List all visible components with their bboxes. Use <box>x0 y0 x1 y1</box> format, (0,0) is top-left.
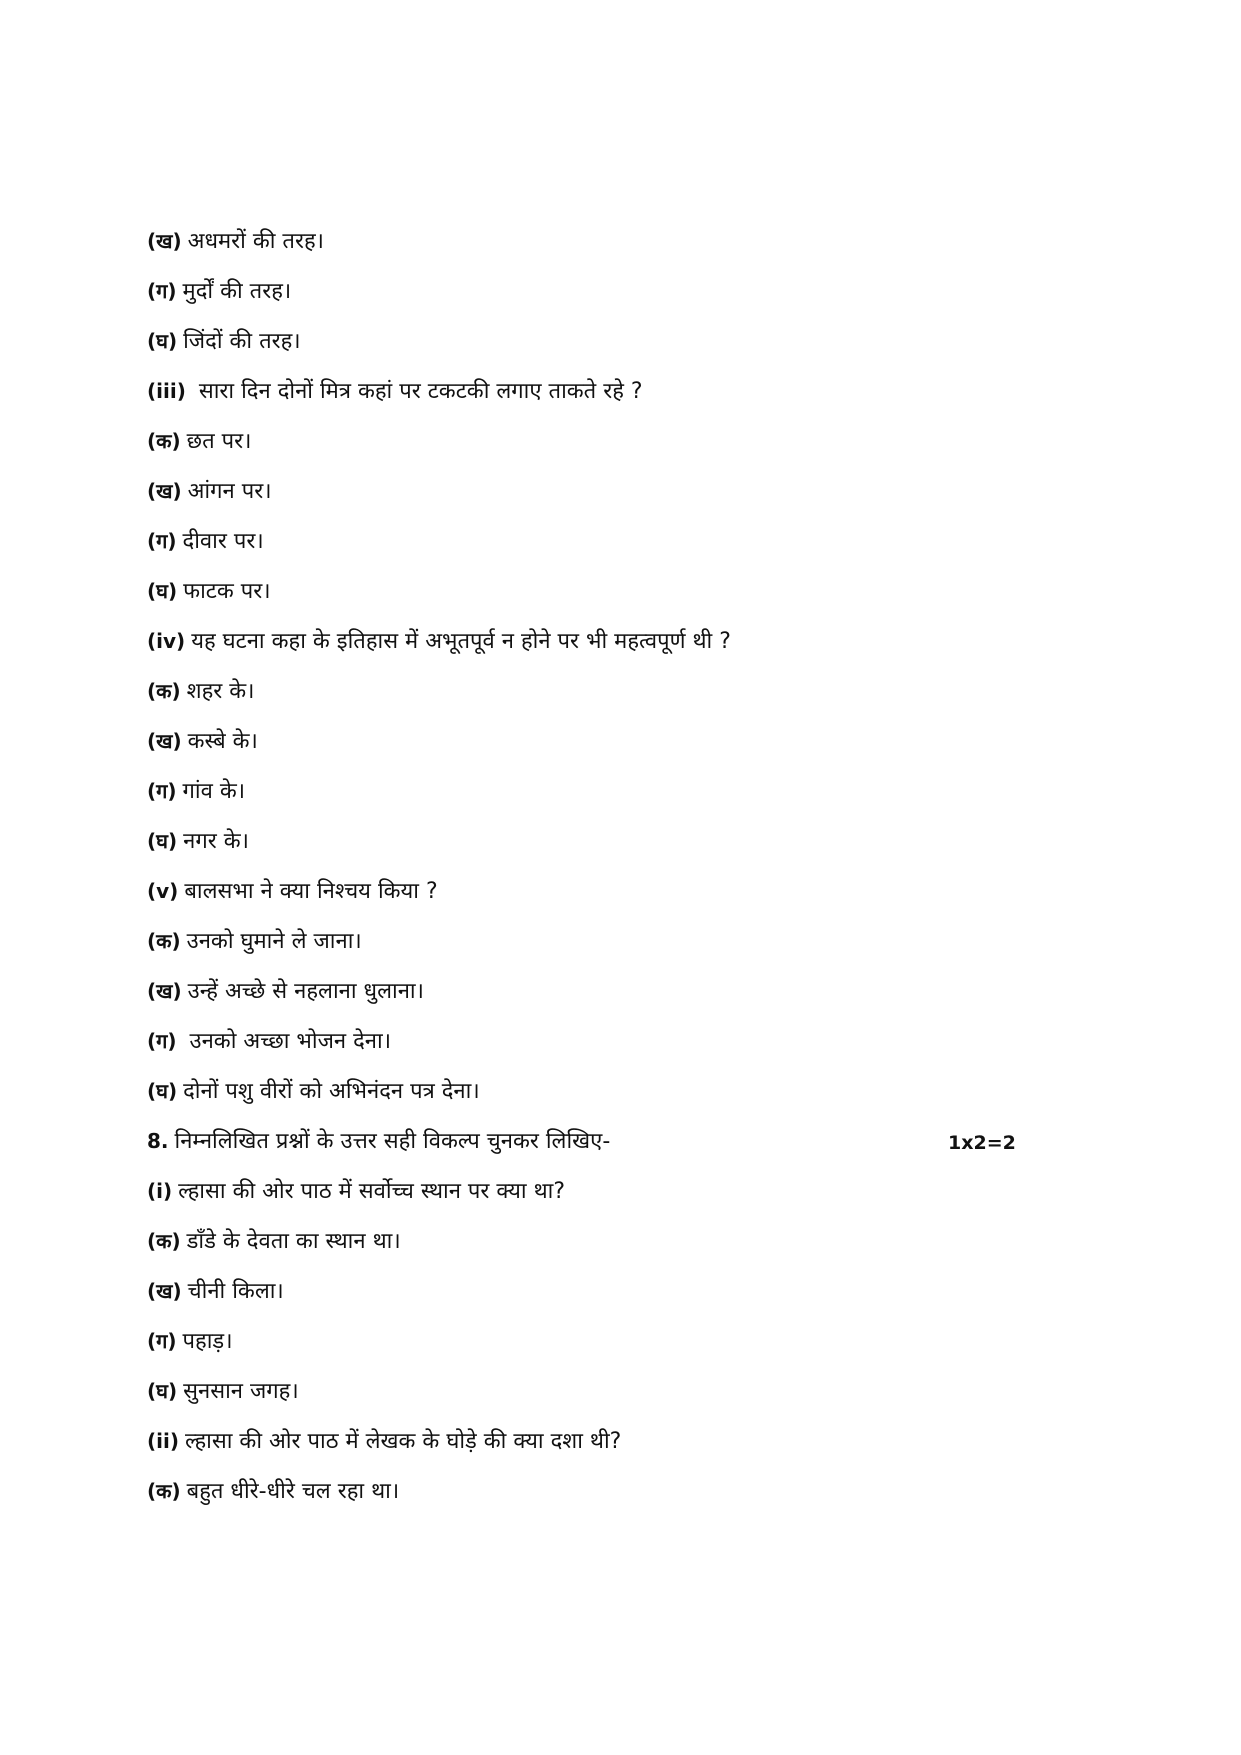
option-line <box>147 226 324 257</box>
option-label: (ख) <box>147 729 182 753</box>
section-heading <box>147 1126 610 1157</box>
option-text: शहर के। <box>186 679 255 704</box>
option-label: (क) <box>147 679 181 703</box>
option-text: अधमरों की तरह। <box>187 229 324 254</box>
question-label: (v) <box>147 879 179 903</box>
option-text: उनको घुमाने ले जाना। <box>186 929 362 954</box>
option-label: (ख) <box>147 979 182 1003</box>
option-text: चीनी किला। <box>187 1279 284 1304</box>
question-line <box>147 1426 621 1457</box>
marks-allocation: 1x2=2 <box>948 1132 1016 1154</box>
question-text: यह घटना कहा के इतिहास में अभूतपूर्व न होने पर भी महत्वपूर्ण थी ? <box>191 629 731 654</box>
question-label: (ii) <box>147 1429 179 1453</box>
option-label: (घ) <box>147 1079 178 1103</box>
option-line <box>147 826 249 857</box>
option-label: (क) <box>147 929 181 953</box>
option-text: पहाड़। <box>182 1329 233 1354</box>
question-text: सारा दिन दोनों मित्र कहां पर टकटकी लगाए ताकते रहे ? <box>191 379 643 404</box>
question-text: बालसभा ने क्या निश्चय किया ? <box>184 879 438 904</box>
option-text: दोनों पशु वीरों को अभिनंदन पत्र देना। <box>183 1079 480 1104</box>
option-text: नगर के। <box>183 829 249 854</box>
question-line <box>147 626 731 657</box>
option-label: (ख) <box>147 229 182 253</box>
option-line <box>147 526 264 557</box>
option-text: उनको अच्छा भोजन देना। <box>182 1029 392 1054</box>
option-label: (ग) <box>147 279 177 303</box>
option-line <box>147 1076 480 1107</box>
option-label: (घ) <box>147 829 178 853</box>
option-line <box>147 1226 401 1257</box>
option-label: (घ) <box>147 579 178 603</box>
option-label: (क) <box>147 1229 181 1253</box>
question-line <box>147 1176 565 1207</box>
option-line <box>147 776 245 807</box>
question-line <box>147 376 643 407</box>
option-text: आंगन पर। <box>187 479 272 504</box>
option-text: गांव के। <box>182 779 246 804</box>
question-label: (iv) <box>147 629 186 653</box>
question-text: ल्हासा की ओर पाठ में सर्वोच्च स्थान पर क्या था? <box>178 1179 566 1204</box>
option-text: कस्बे के। <box>187 729 258 754</box>
question-number: 8. <box>147 1129 169 1153</box>
option-text: सुनसान जगह। <box>183 1379 299 1404</box>
question-label: (i) <box>147 1179 173 1203</box>
option-text: दीवार पर। <box>182 529 264 554</box>
option-text: बहुत धीरे-धीरे चल रहा था। <box>186 1479 400 1504</box>
option-text: मुर्दों की तरह। <box>182 279 292 304</box>
option-text: डाँडे के देवता का स्थान था। <box>186 1229 401 1254</box>
option-line <box>147 576 271 607</box>
option-label: (घ) <box>147 329 178 353</box>
option-line <box>147 476 272 507</box>
option-line <box>147 1476 399 1507</box>
option-line <box>147 326 301 357</box>
option-line <box>147 276 291 307</box>
option-label: (क) <box>147 429 181 453</box>
option-text: उन्हें अच्छे से नहलाना धुलाना। <box>187 979 424 1004</box>
option-label: (क) <box>147 1479 181 1503</box>
option-label: (ख) <box>147 479 182 503</box>
question-text: ल्हासा की ओर पाठ में लेखक के घोड़े की क्या दशा थी? <box>185 1429 622 1454</box>
section-instruction: निम्नलिखित प्रश्नों के उत्तर सही विकल्प चुनकर लिखिए- <box>174 1129 611 1154</box>
option-line <box>147 926 362 957</box>
option-label: (ख) <box>147 1279 182 1303</box>
option-line <box>147 976 424 1007</box>
option-label: (घ) <box>147 1379 178 1403</box>
option-text: फाटक पर। <box>183 579 271 604</box>
option-line <box>147 676 255 707</box>
option-label: (ग) <box>147 1029 177 1053</box>
option-label: (ग) <box>147 1329 177 1353</box>
option-line <box>147 426 251 457</box>
option-line <box>147 1326 233 1357</box>
option-text: जिंदों की तरह। <box>183 329 301 354</box>
option-line <box>147 1276 284 1307</box>
option-label: (ग) <box>147 529 177 553</box>
option-line <box>147 726 258 757</box>
option-line <box>147 1026 391 1057</box>
option-text: छत पर। <box>186 429 252 454</box>
question-line <box>147 876 438 907</box>
option-line <box>147 1376 299 1407</box>
question-label: (iii) <box>147 379 186 403</box>
option-label: (ग) <box>147 779 177 803</box>
